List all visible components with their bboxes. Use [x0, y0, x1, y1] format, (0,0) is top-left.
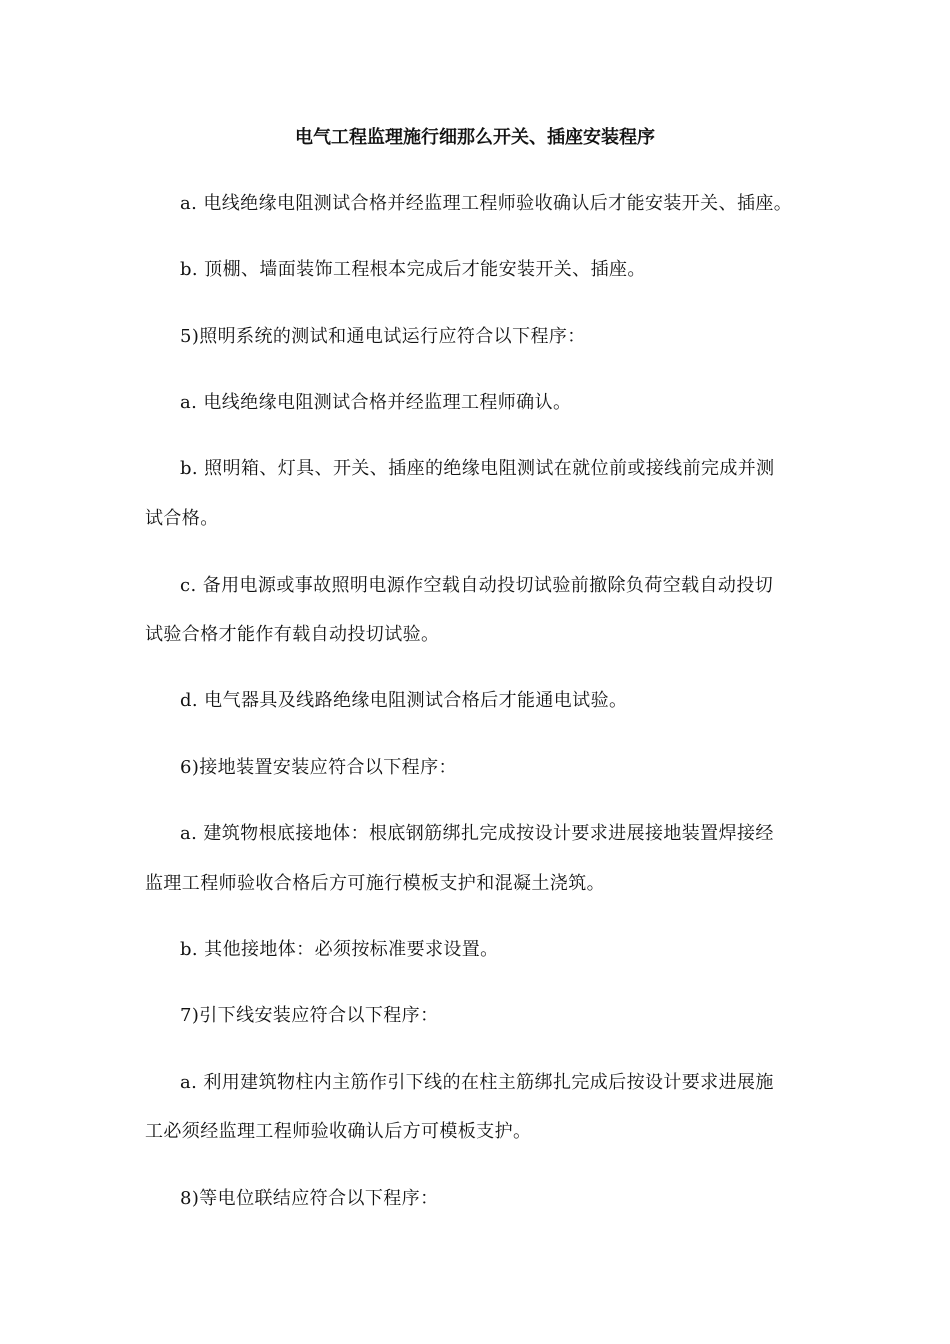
paragraph-continuation-line: 试验合格才能作有载自动投切试验。 [145, 624, 440, 645]
paragraph-continuation-line: 监理工程师验收合格后方可施行模板支护和混凝土浇筑。 [145, 873, 605, 894]
paragraph-line: a. 电线绝缘电阻测试合格并经监理工程师确认。 [180, 392, 572, 413]
paragraph-line: c. 备用电源或事故照明电源作空载自动投切试验前撤除负荷空载自动投切 [180, 575, 774, 596]
section-heading-line: 8)等电位联结应符合以下程序： [180, 1188, 439, 1209]
paragraph-line: d. 电气器具及线路绝缘电阻测试合格后才能通电试验。 [180, 690, 628, 711]
paragraph-line: b. 照明箱、灯具、开关、插座的绝缘电阻测试在就位前或接线前完成并测 [180, 458, 775, 479]
paragraph-line: b. 顶棚、墙面装饰工程根本完成后才能安装开关、插座。 [180, 259, 646, 280]
document-title: 电气工程监理施行细那么开关、插座安装程序 [295, 127, 655, 148]
paragraph-line: a. 利用建筑物柱内主筋作引下线的在柱主筋绑扎完成后按设计要求进展施 [180, 1072, 774, 1093]
paragraph-continuation-line: 工必须经监理工程师验收确认后方可模板支护。 [145, 1121, 532, 1142]
paragraph-line: a. 建筑物根底接地体：根底钢筋绑扎完成按设计要求进展接地装置焊接经 [180, 823, 774, 844]
paragraph-line: b. 其他接地体：必须按标准要求设置。 [180, 939, 499, 960]
paragraph-line: a. 电线绝缘电阻测试合格并经监理工程师验收确认后才能安装开关、插座。 [180, 193, 793, 214]
section-heading-line: 7)引下线安装应符合以下程序： [180, 1005, 439, 1026]
paragraph-continuation-line: 试合格。 [145, 508, 219, 529]
section-heading-line: 6)接地装置安装应符合以下程序： [180, 757, 457, 778]
section-heading-line: 5)照明系统的测试和通电试运行应符合以下程序： [180, 326, 586, 347]
